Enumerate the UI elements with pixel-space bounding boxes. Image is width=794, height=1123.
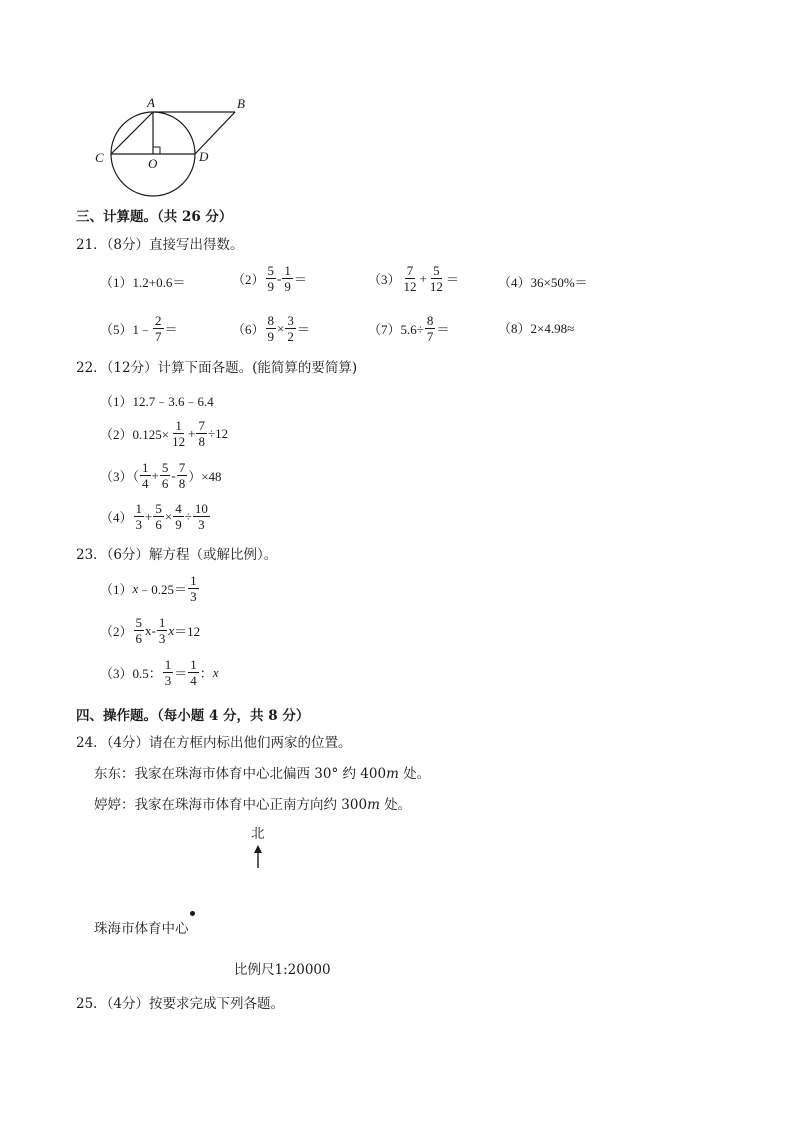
center-dot [190,911,195,916]
north-label: 北 [251,826,265,842]
q22-head: 22．（12分）计算下面各题。(能简算的要简算) [76,360,358,376]
q24-line2: 婷婷：我家在珠海市体育中心正南方向约 300m 处。 [94,797,412,813]
label-o: O [148,156,158,171]
scale-label: 比例尺1:20000 [234,962,331,978]
q21-p2: （2） $\frac{5}{9}$ - $\frac{1}{9}$ ＝ [232,263,307,294]
q24-head: 24．（4分）请在方框内标出他们两家的位置。 [76,735,352,751]
north-arrow-icon [252,845,264,869]
section3-title: 三、计算题。（共 26 分） [76,209,233,225]
circle-tangent-figure [90,92,260,202]
q23-p1: （1） x ﹣0.25＝ $\frac{1}{3}$ [100,573,197,604]
q21-p5: （5）1﹣ $\frac{2}{7}$ ＝ [100,313,178,344]
q21-p7: （7）5.6÷ $\frac{8}{7}$ ＝ [368,313,450,344]
q23-head: 23．（6分）解方程（或解比例）。 [76,547,278,563]
label-b: B [237,96,245,111]
q21-p3: （3） $\frac{7}{12}$ + $\frac{5}{12}$ ＝ [368,263,459,294]
section4-title: 四、操作题。（每小题 4 分，共 8 分） [76,708,310,724]
q21-p8: （8）2×4.98≈ [498,321,575,336]
label-a: A [147,95,155,110]
q23-p3: （3）0.5： $\frac{1}{3}$ ＝ $\frac{1}{4}$ ： x [100,657,219,688]
q21-p1: （1）1.2+0.6＝ [100,275,186,290]
q24-line1: 东东：我家在珠海市体育中心北偏西 30° 约 400m 处。 [94,766,431,782]
q21-head: 21．（8分）直接写出得数。 [76,237,244,253]
q22-p4: （4） $\frac{1}{3}$ + $\frac{5}{6}$ × $\frac{4}{9}$ ÷ $\frac{10}{3}$ [100,501,208,532]
segment-bd [195,112,235,154]
right-angle-mark [153,147,160,154]
q21-p6: （6） $\frac{8}{9}$ × $\frac{3}{2}$ ＝ [232,313,310,344]
q22-p1: （1）12.7﹣3.6﹣6.4 [100,394,214,409]
label-c: C [95,150,104,165]
center-label: 珠海市体育中心 [94,921,189,937]
label-d: D [199,149,209,164]
q22-p2: （2）0.125× $\frac{1}{12}$ + $\frac{7}{8}$ ÷12 [100,418,229,449]
q23-p2: （2） $\frac{5}{6}$ x - $\frac{1}{3}$ x ＝12 [100,615,201,646]
q22-p3: （3）（ $\frac{1}{4}$ + $\frac{5}{6}$ - $\frac{7}{8}$ ）×48 [100,460,222,491]
q25-head: 25．（4分）按要求完成下列各题。 [76,996,285,1012]
q21-p4: （4）36×50%＝ [498,275,588,290]
